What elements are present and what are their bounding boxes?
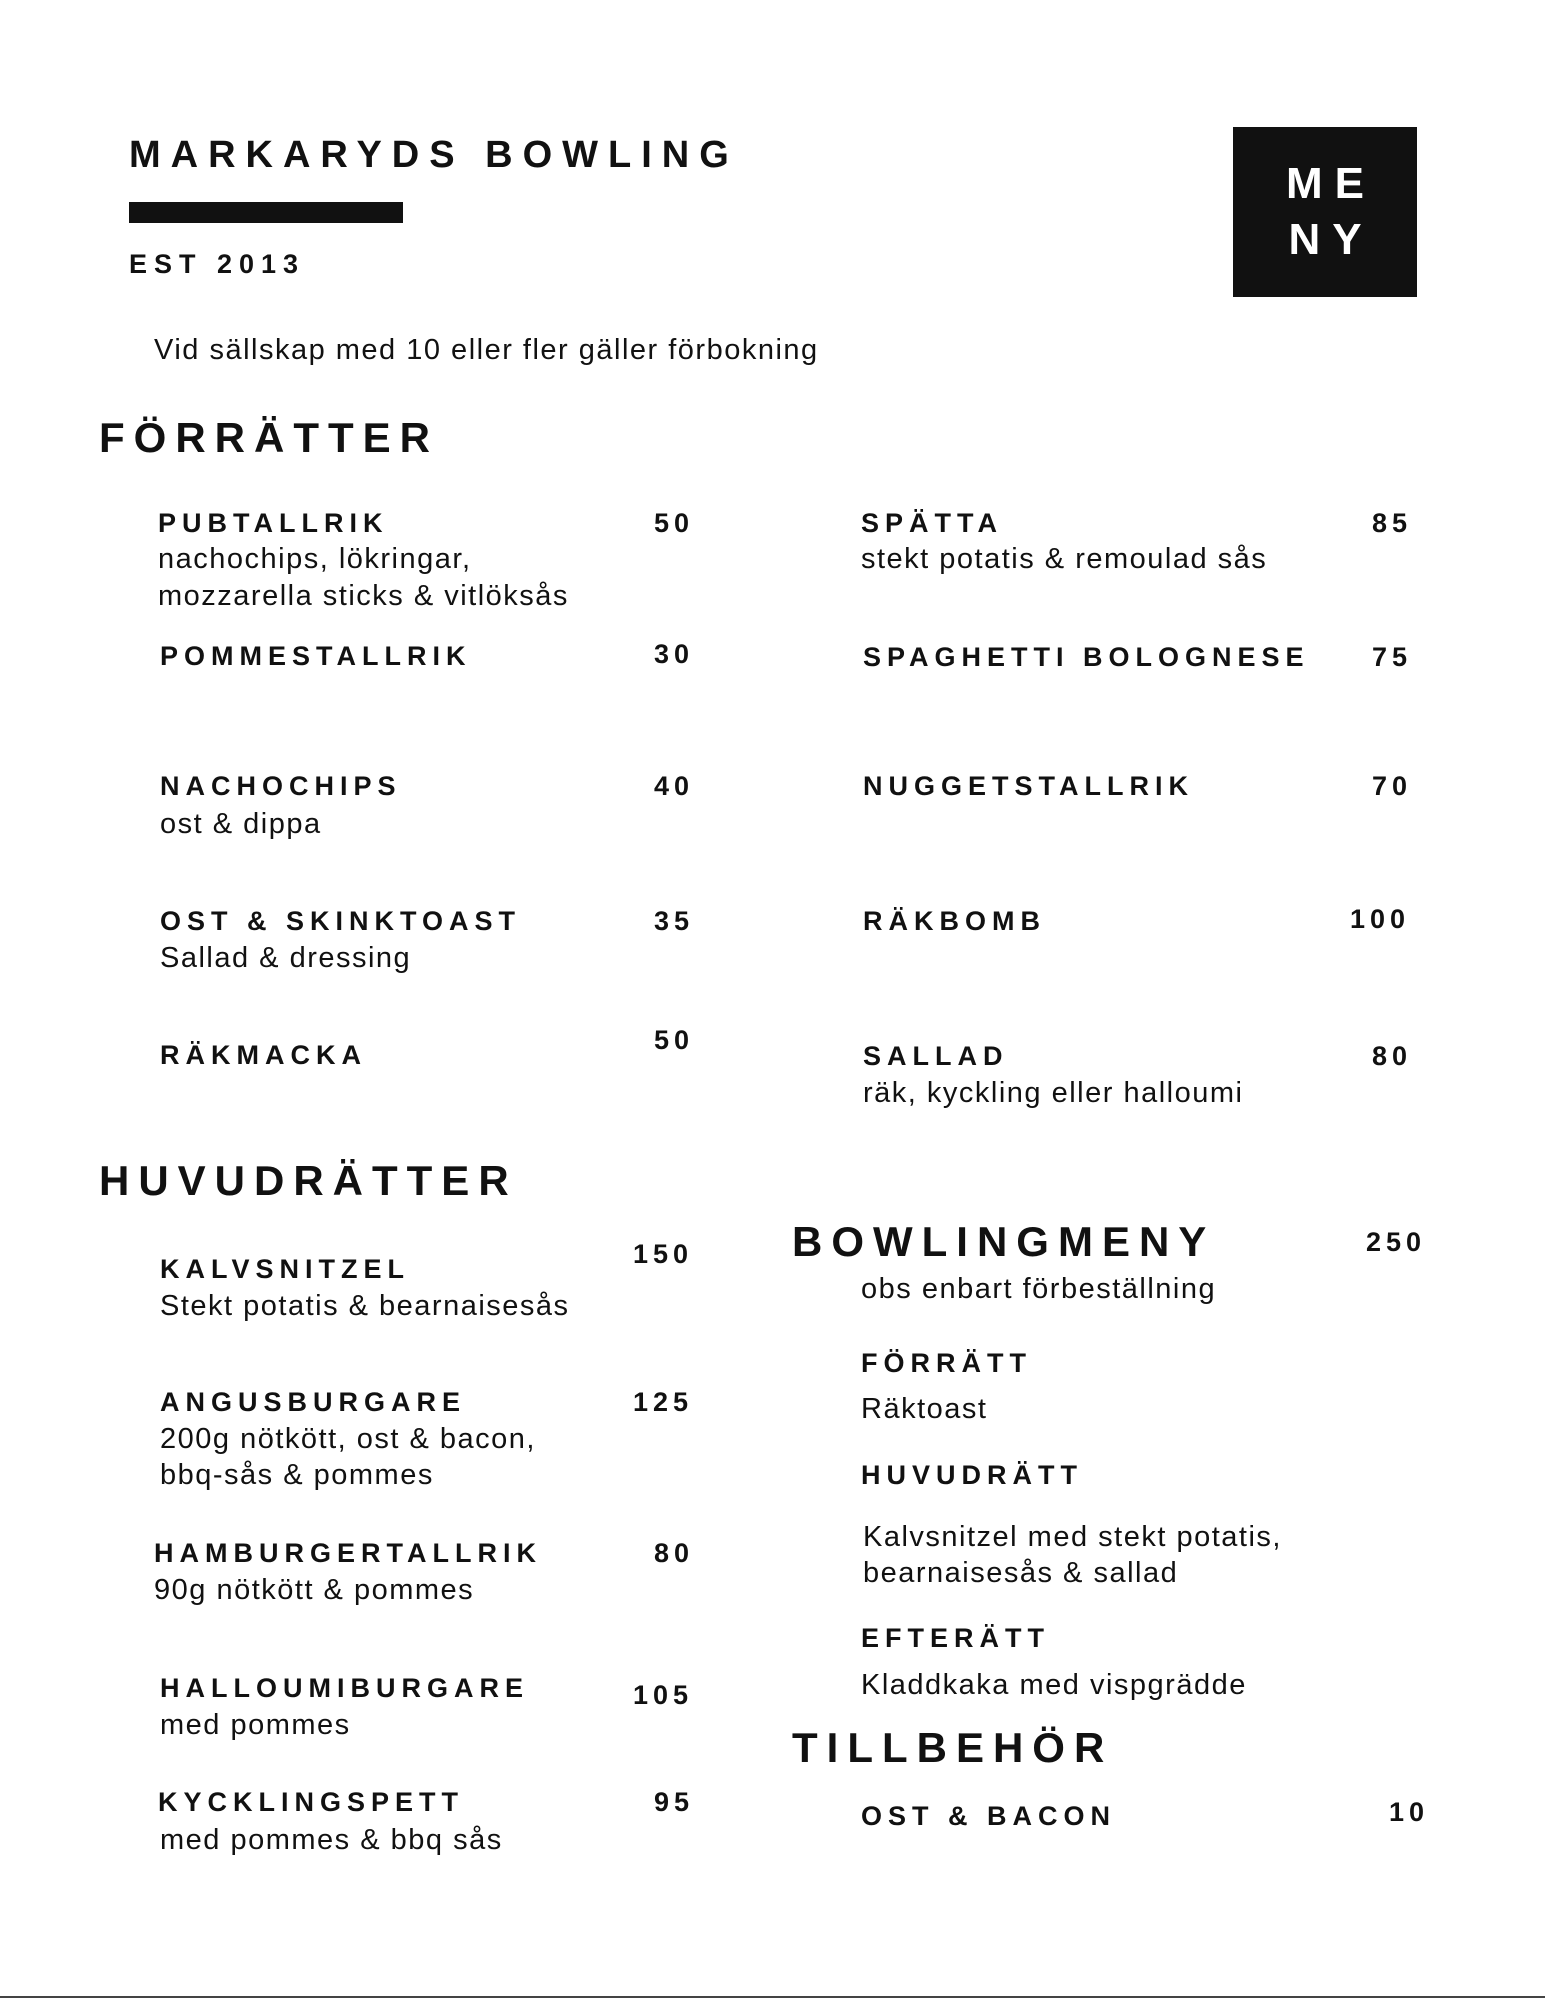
menu-item-price: 40 [654,771,695,801]
menu-item-name: PUBTALLRIK [158,508,389,538]
menu-item-price: 100 [1350,904,1411,934]
menu-item-price: 80 [654,1538,695,1568]
menu-item-price: 30 [654,639,695,669]
menu-logo-box [1233,127,1417,297]
menu-item-name: SPÄTTA [861,508,1003,538]
bowlingmeny-price: 250 [1366,1227,1427,1257]
menu-item-desc: 200g nötkött, ost & bacon, [160,1423,536,1455]
menu-item-name: HALLOUMIBURGARE [160,1673,529,1703]
menu-item-desc: med pommes & bbq sås [160,1824,503,1856]
menu-item-name: KALVSNITZEL [160,1254,410,1284]
established-year: EST 2013 [129,249,306,279]
course-name: FÖRRÄTT [861,1348,1032,1378]
menu-item-name: NUGGETSTALLRIK [863,771,1194,801]
menu-item-desc: stekt potatis & remoulad sås [861,543,1268,575]
menu-item-desc: mozzarella sticks & vitlöksås [158,580,569,612]
menu-item-desc: med pommes [160,1709,351,1741]
menu-item-name: RÄKBOMB [863,906,1046,936]
logo-line-1: ME [1286,159,1376,208]
section-title-bowlingmeny: BOWLINGMENY [792,1218,1216,1265]
menu-item-desc: 90g nötkött & pommes [154,1574,475,1606]
menu-item-price: 50 [654,1025,695,1055]
menu-item-name: KYCKLINGSPETT [158,1787,465,1817]
course-desc: Kalvsnitzel med stekt potatis, [863,1521,1282,1553]
menu-item-price: 10 [1389,1797,1430,1827]
course-desc: bearnaisesås & sallad [863,1557,1179,1589]
menu-item-price: 95 [654,1787,695,1817]
menu-item-name: SPAGHETTI BOLOGNESE [863,642,1310,672]
menu-item-price: 50 [654,508,695,538]
menu-item-name: OST & SKINKTOAST [160,906,522,936]
course-desc: Räktoast [861,1393,988,1425]
menu-item-price: 105 [633,1680,694,1710]
menu-item-price: 70 [1372,771,1413,801]
menu-item-desc: Stekt potatis & bearnaisesås [160,1290,570,1322]
menu-item-name: ANGUSBURGARE [160,1387,467,1417]
section-title-forratter: FÖRRÄTTER [99,414,439,461]
menu-item-desc: ost & dippa [160,808,322,840]
course-name: EFTERÄTT [861,1623,1050,1653]
menu-item-price: 125 [633,1387,694,1417]
menu-item-price: 150 [633,1239,694,1269]
bowlingmeny-note: obs enbart förbeställning [861,1273,1217,1305]
page-bottom-divider [0,1996,1545,1998]
booking-notice: Vid sällskap med 10 eller fler gäller förbokning [154,334,819,366]
menu-item-name: OST & BACON [861,1801,1116,1831]
menu-item-desc: nachochips, lökringar, [158,543,472,575]
course-desc: Kladdkaka med vispgrädde [861,1669,1247,1701]
menu-item-price: 80 [1372,1041,1413,1071]
menu-item-desc: räk, kyckling eller halloumi [863,1077,1244,1109]
menu-item-name: RÄKMACKA [160,1040,367,1070]
course-name: HUVUDRÄTT [861,1460,1083,1490]
menu-item-price: 75 [1372,642,1413,672]
brand-underline [129,202,403,223]
menu-item-price: 35 [654,906,695,936]
menu-item-name: POMMESTALLRIK [160,641,472,671]
menu-item-desc: Sallad & dressing [160,942,412,974]
section-title-huvudratter: HUVUDRÄTTER [99,1157,518,1204]
menu-item-price: 85 [1372,508,1413,538]
restaurant-name: MARKARYDS BOWLING [129,134,739,176]
section-title-tillbehor: TILLBEHÖR [792,1724,1114,1771]
logo-line-2: NY [1288,215,1374,264]
menu-item-desc: bbq-sås & pommes [160,1459,434,1491]
menu-item-name: SALLAD [863,1041,1009,1071]
menu-item-name: NACHOCHIPS [160,771,402,801]
menu-item-name: HAMBURGERTALLRIK [154,1538,542,1568]
